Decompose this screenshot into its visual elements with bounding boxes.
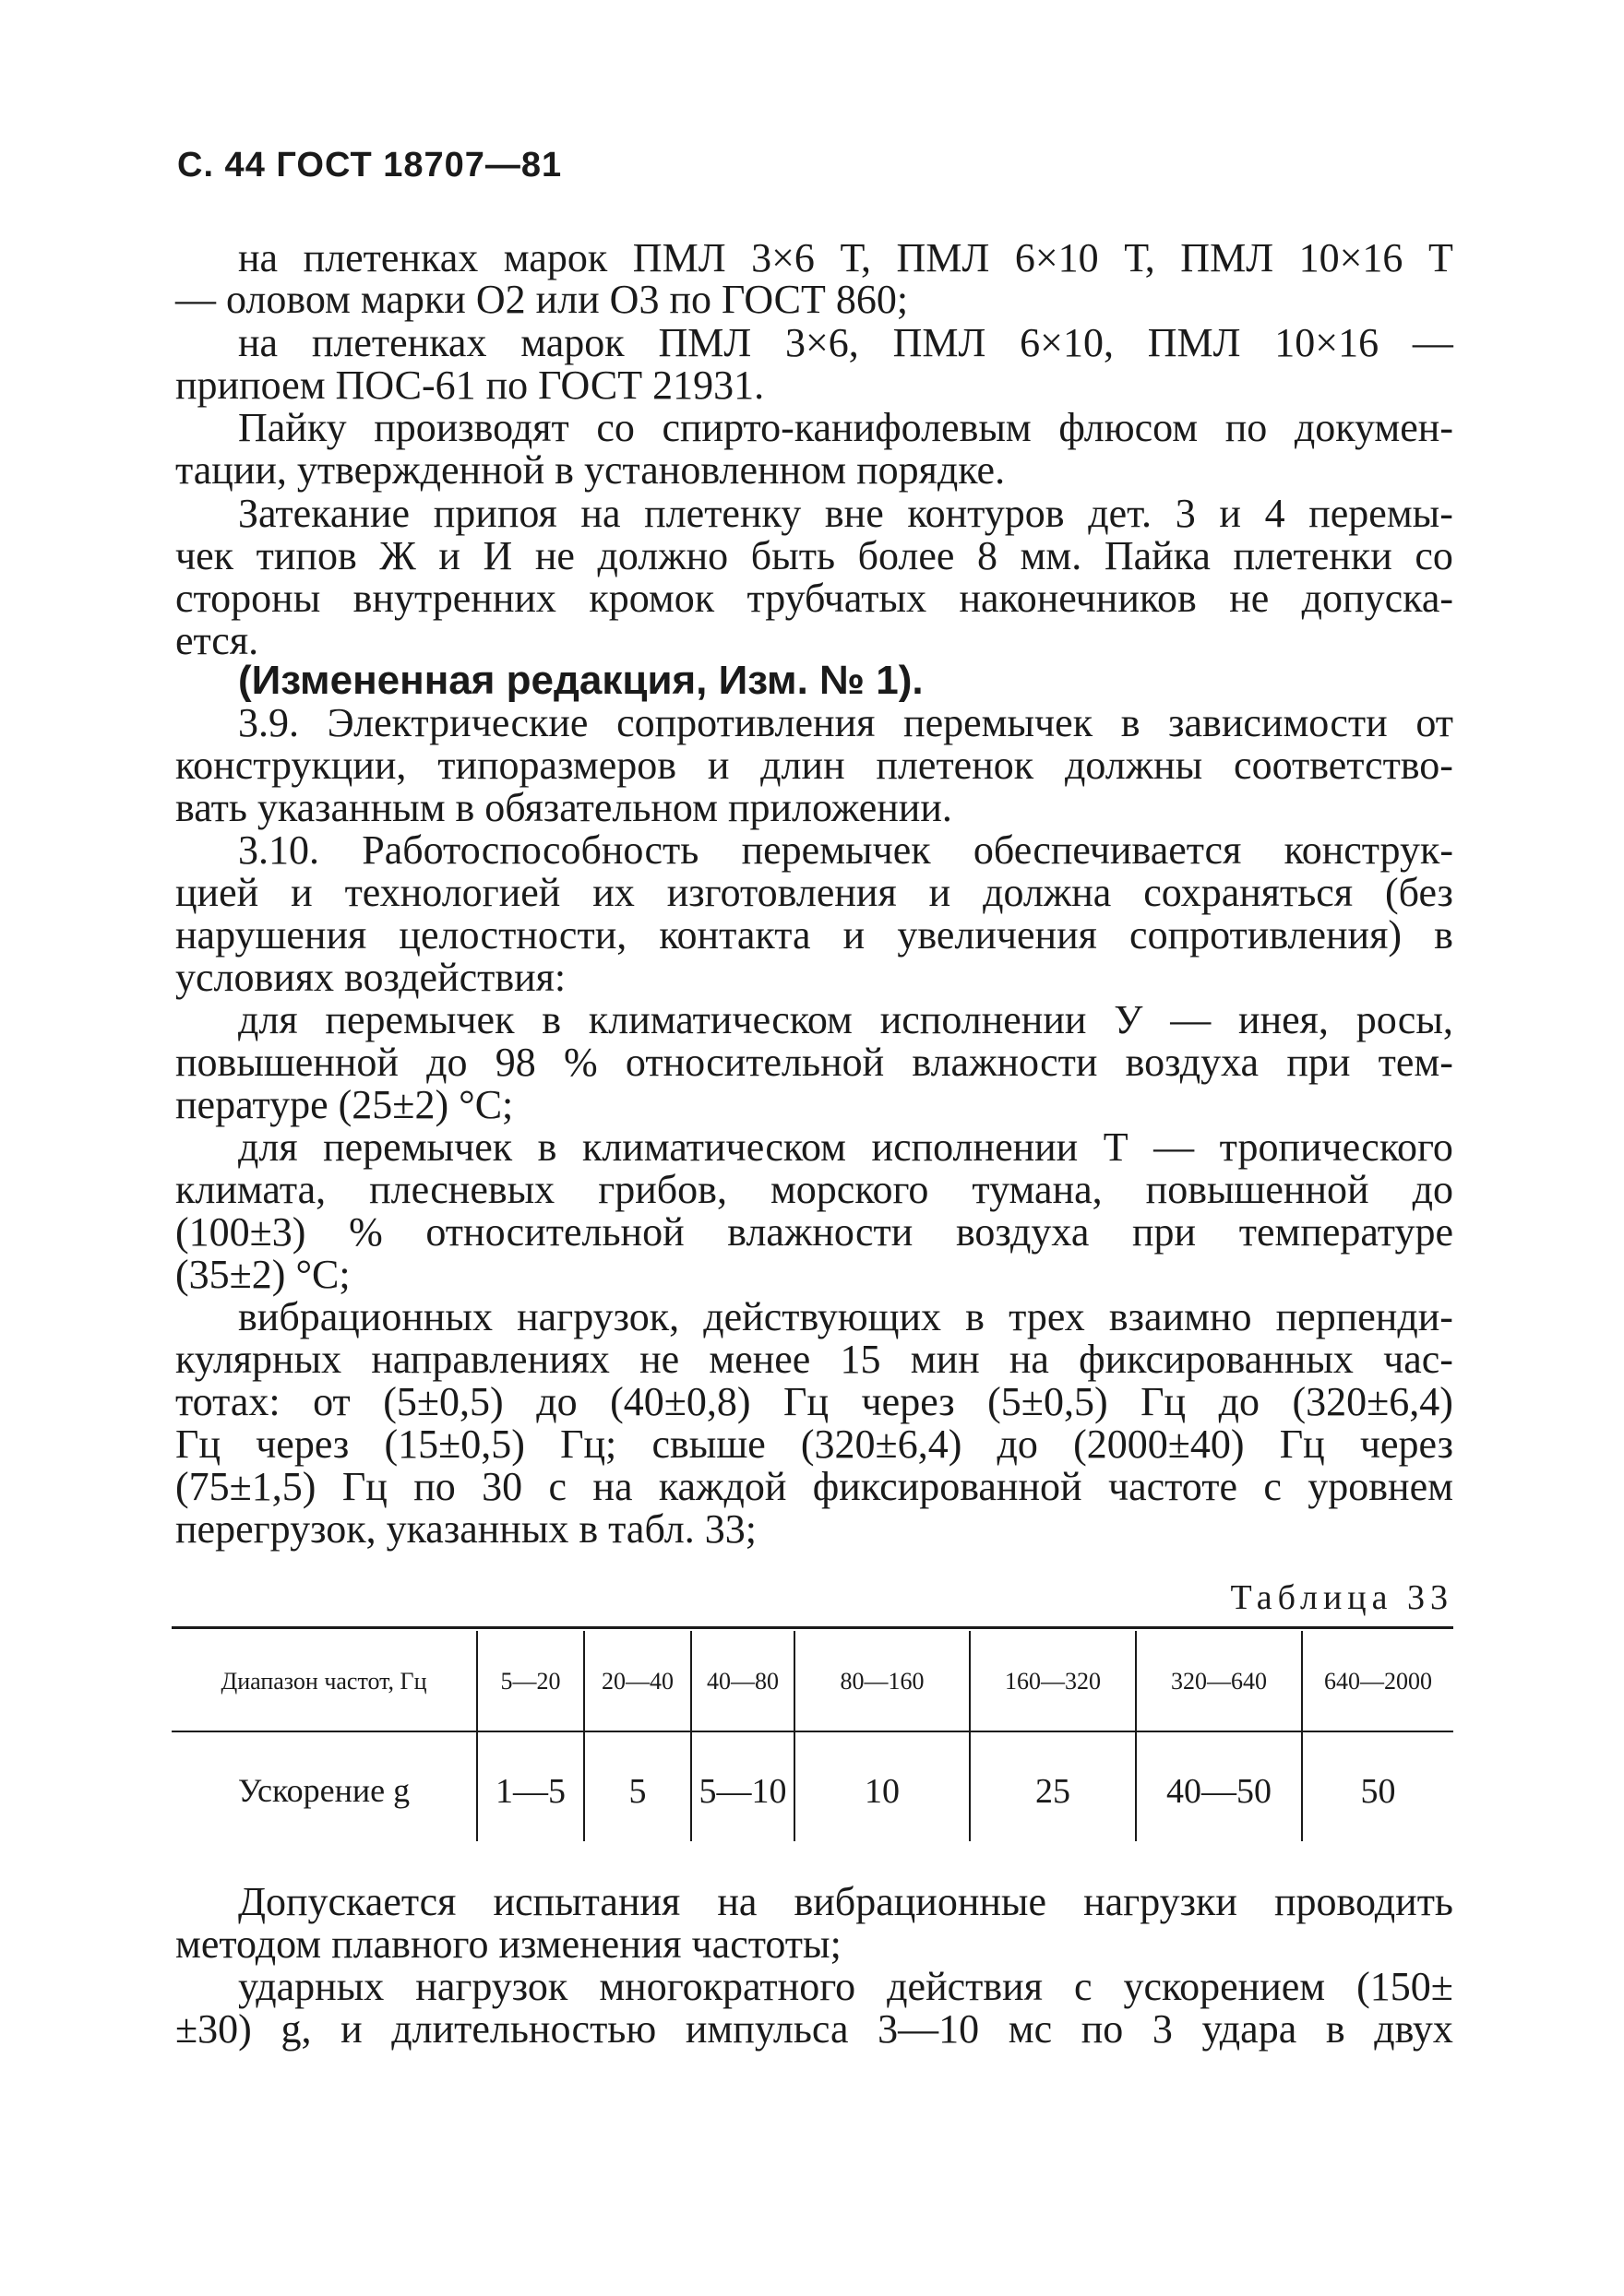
word: тотах: [175,1379,281,1424]
text-line: — оловом марки О2 или О3 по ГОСТ 860; [175,277,909,322]
text-line [175,578,1453,619]
table-top-rule [172,1626,1453,1629]
acceleration-cell: 5 [628,1772,647,1811]
word: воздуха [1125,1040,1260,1085]
acceleration-cell: 50 [1360,1772,1396,1811]
word: для [238,997,298,1042]
word: должны [1064,743,1203,788]
text-line [175,912,1453,958]
word: 15 [840,1337,881,1382]
word: 10×16 [1298,235,1403,280]
text-line: методом плавного изменения частоты; [175,1921,842,1967]
word: до [997,1422,1038,1467]
word: плесневых [369,1167,555,1212]
word: в [965,1294,985,1339]
word: 10×16 [1274,320,1379,365]
word: (320±6,4) [800,1422,962,1467]
word: со [1415,533,1453,578]
word: температуре [1238,1209,1453,1255]
word: влажности [727,1209,914,1255]
word: ПМЛ [632,235,726,280]
word: % [349,1209,383,1255]
word: их [592,870,635,915]
word: мм. [1020,533,1082,578]
word: многократного [599,1964,856,2009]
text-line [175,870,1453,915]
row-label-frequency: Диапазон частот, Гц [221,1668,427,1695]
word: более [857,533,955,578]
word: сопротивления [616,700,876,745]
word: климата, [175,1167,327,1212]
acceleration-cell: 25 [1035,1772,1070,1811]
word: ПМЛ [1147,320,1241,365]
text-line: ется. [175,618,259,663]
word: через [1359,1422,1453,1467]
text-line [238,491,1453,536]
word: 6×10 [1014,235,1099,280]
text-line [175,2006,1453,2052]
text-line: (35±2) °С; [175,1252,351,1297]
word: плетенок [876,743,1034,788]
word: конструк- [1284,827,1453,873]
word: при [1286,1040,1351,1085]
text-line [238,997,1453,1042]
acceleration-cell: 40—50 [1166,1772,1272,1811]
word: (100±3) [175,1209,306,1255]
word: (150± [1356,1964,1453,2009]
text-line [175,1379,1453,1424]
word: исполнении [879,997,1087,1042]
word: И [483,533,513,578]
word: менее [709,1337,811,1382]
word: по [1081,2006,1124,2052]
text-line [238,1294,1453,1339]
text-line [175,745,1453,786]
word: частоте [1107,1464,1237,1509]
word: Т, [1124,235,1155,280]
word: свыше [651,1422,766,1467]
word: действия [887,1964,1043,2009]
word: тропического [1219,1124,1453,1170]
word: от [313,1379,351,1424]
text-line [238,235,1453,280]
word: плетенку [644,491,802,536]
word: не [639,1337,680,1382]
word: воздуха [955,1209,1090,1255]
word: изготовления [666,870,897,915]
word: Т [1428,235,1453,280]
word: повышенной [175,1040,399,1085]
word: ПМЛ [658,320,752,365]
word: Гц [341,1464,388,1509]
word: мс [1008,2006,1053,2052]
text-line [238,405,1453,450]
word: относительной [625,1040,885,1085]
word: испытания [493,1879,681,1924]
word: относительной [425,1209,685,1255]
word: каждой [658,1464,787,1509]
text-line: пературе (25±2) °С; [175,1082,514,1127]
text-line: (Измененная редакция, Изм. № 1). [238,658,924,703]
word: спирто-канифолевым [662,405,1032,450]
word: на [717,1879,758,1924]
word: нагрузки [1083,1879,1237,1924]
word: час- [1383,1337,1453,1382]
text-line [238,1879,1453,1924]
word: (320±6,4) [1292,1379,1453,1424]
text-line [175,1424,1453,1465]
word: — [1412,320,1453,365]
text-line [175,1167,1453,1212]
word: фиксированных [1079,1337,1354,1382]
acceleration-cell: 5—10 [699,1772,787,1811]
word: проводить [1274,1879,1453,1924]
word: Работоспособность [362,827,699,873]
word: и [291,870,313,915]
word: кромок [589,576,715,621]
text-line [175,1339,1453,1380]
word: припоя [433,491,557,536]
word: трубчатых [746,576,927,621]
table-mid-rule [172,1731,1453,1732]
word: перемычек [903,700,1093,745]
text-line [175,1209,1453,1255]
word: 3×6, [784,320,859,365]
word: 3×6 [751,235,815,280]
text-line [238,1124,1453,1170]
word: через [861,1379,955,1424]
word: производят [374,405,569,450]
word: Т, [840,235,871,280]
word: и [438,533,460,578]
word: Гц [1140,1379,1187,1424]
word: 6×10, [1020,320,1114,365]
word: допуска- [1301,576,1453,621]
word: 30 [482,1464,523,1509]
word: контуров [907,491,1065,536]
word: влажности [912,1040,1098,1085]
word: У [1114,997,1143,1042]
word: Пайка [1104,533,1211,578]
word: обеспечивается [973,827,1242,873]
word: Ж [379,533,416,578]
word: тем- [1378,1040,1453,1085]
word: 3 [1152,2006,1173,2052]
word: Гц [783,1379,830,1424]
word: длин [760,743,845,788]
word: типоразмеров [437,743,676,788]
text-line [238,827,1453,873]
text-line [175,533,1453,578]
word: внутренних [352,576,556,621]
word: действующих [703,1294,942,1339]
word: не [1229,576,1270,621]
word: типов [256,533,357,578]
word: вибрационные [794,1879,1047,1924]
word: — [1170,997,1212,1042]
text-line: перегрузок, указанных в табл. 33; [175,1506,757,1552]
word: тумана, [972,1167,1103,1212]
word: (75±1,5) [175,1464,316,1509]
word: ударных [238,1964,385,2009]
word: вибрационных [238,1294,493,1339]
word: до [426,1040,468,1085]
word: 4 [1264,491,1285,536]
word: по [413,1464,456,1509]
word: со [596,405,635,450]
word: вне [824,491,884,536]
word: Гц [1279,1422,1325,1467]
word: и [1219,491,1241,536]
word: (2000±40) [1073,1422,1245,1467]
word: флюсом [1058,405,1199,450]
word: ПМЛ [1180,235,1274,280]
frequency-cell: 640—2000 [1324,1668,1432,1695]
word: ПМЛ [892,320,986,365]
word: марок [503,235,608,280]
word: конструкции, [175,743,407,788]
word: исполнении [871,1124,1079,1170]
word: удара [1201,2006,1297,2052]
word: на [238,235,279,280]
word: сохраняться [1143,870,1354,915]
word: с [548,1464,567,1509]
word: грибов, [598,1167,727,1212]
word: уровнем [1308,1464,1453,1509]
row-label-acceleration: Ускорение g [237,1772,411,1809]
word: Пайку [238,405,347,450]
text-line [238,700,1453,745]
frequency-cell: 160—320 [1005,1668,1101,1695]
frequency-cell: 5—20 [500,1668,561,1695]
word: росы, [1355,997,1453,1042]
word: сопротивления) [1129,912,1402,958]
word: в [1325,2006,1345,2052]
word: (5±0,5) [383,1379,504,1424]
word: перемычек [741,827,931,873]
word: Электрические [327,700,589,745]
word: повышенной [1145,1167,1369,1212]
word: на [1009,1337,1049,1382]
word: должна [983,870,1112,915]
word: зависимости [1168,700,1388,745]
word: и [842,912,866,958]
word: климатическом [581,1124,846,1170]
word: технологией [344,870,561,915]
word: целостности, [399,912,627,958]
word: нарушения [175,912,367,958]
word: g, [281,2006,312,2052]
word: ускорением [1123,1964,1326,2009]
word: нагрузок [415,1964,568,2009]
word: морского [770,1167,929,1212]
word: в [1120,700,1140,745]
word: направлениях [371,1337,610,1382]
word: от [1415,700,1453,745]
word: на [580,491,621,536]
word: % [564,1040,598,1085]
word: и [340,2006,363,2052]
word: чек [175,533,234,578]
acceleration-cell: 10 [865,1772,900,1811]
word: и [928,870,951,915]
word: плетенках [303,235,479,280]
word: Затекание [238,491,411,536]
word: фиксированной [812,1464,1082,1509]
word: трех [1009,1294,1085,1339]
word: плетенки [1233,533,1392,578]
word: в [1434,912,1453,958]
word: в [537,1124,557,1170]
word: стороны [175,576,321,621]
word: с [1073,1964,1093,2009]
word: контакта [659,912,811,958]
word: нагрузок, [517,1294,680,1339]
word: (без [1385,870,1453,915]
word: 3—10 [878,2006,980,2052]
word: Гц; [560,1422,617,1467]
word: перемычек [325,997,515,1042]
word: и [707,743,730,788]
word: цией [175,870,259,915]
word: двух [1374,2006,1453,2052]
word: — [1153,1124,1195,1170]
word: для [238,1124,298,1170]
word: 8 [977,533,997,578]
word: кулярных [175,1337,342,1382]
word: (15±0,5) [384,1422,525,1467]
word: плетенках [311,320,487,365]
word: Т [1103,1124,1128,1170]
word: марок [520,320,625,365]
word: должно [597,533,729,578]
word: 3 [1175,491,1196,536]
word: в [542,997,562,1042]
frequency-cell: 40—80 [707,1668,779,1695]
word: перемычек [323,1124,513,1170]
table-caption: Таблица 33 [1230,1578,1453,1617]
word: докумен- [1294,405,1453,450]
page-header: С. 44 ГОСТ 18707—81 [177,146,563,184]
text-line: условиях воздействия: [175,955,567,1000]
word: соответство- [1234,743,1453,788]
word: до [1412,1167,1453,1212]
word: импульса [685,2006,849,2052]
word: с [1263,1464,1282,1509]
text-line: тации, утвержденной в установленном порядке. [175,447,1006,493]
word: по [1224,405,1268,450]
word: быть [750,533,836,578]
word: 3.9. [238,700,299,745]
word: не [534,533,575,578]
word: Гц [175,1422,221,1467]
word: до [1218,1379,1260,1424]
text-line [238,320,1453,365]
word: ±30) [175,2006,252,2052]
word: перемы- [1308,491,1453,536]
word: ПМЛ [896,235,990,280]
word: инея, [1238,997,1329,1042]
word: на [238,320,279,365]
word: увеличения [897,912,1097,958]
frequency-cell: 80—160 [840,1668,925,1695]
word: взаимно [1108,1294,1252,1339]
word: (5±0,5) [987,1379,1108,1424]
word: Допускается [238,1879,457,1924]
text-line [238,1964,1453,2009]
word: дет. [1088,491,1152,536]
word: через [256,1422,350,1467]
word: 98 [495,1040,536,1085]
frequency-cell: 320—640 [1171,1668,1267,1695]
text-line: припоем ПОС-61 по ГОСТ 21931. [175,363,765,408]
word: мин [910,1337,980,1382]
text-line: вать указанным в обязательном приложении. [175,785,952,830]
word: до [536,1379,578,1424]
acceleration-cell: 1—5 [496,1772,566,1811]
text-line [175,1042,1453,1083]
word: перпенди- [1275,1294,1453,1339]
word: 3.10. [238,827,319,873]
word: климатическом [588,997,853,1042]
word: при [1132,1209,1197,1255]
word: наконечников [959,576,1197,621]
word: на [592,1464,633,1509]
word: длительностью [391,2006,657,2052]
frequency-cell: 20—40 [602,1668,674,1695]
text-line [175,1464,1453,1509]
word: (40±0,8) [610,1379,751,1424]
